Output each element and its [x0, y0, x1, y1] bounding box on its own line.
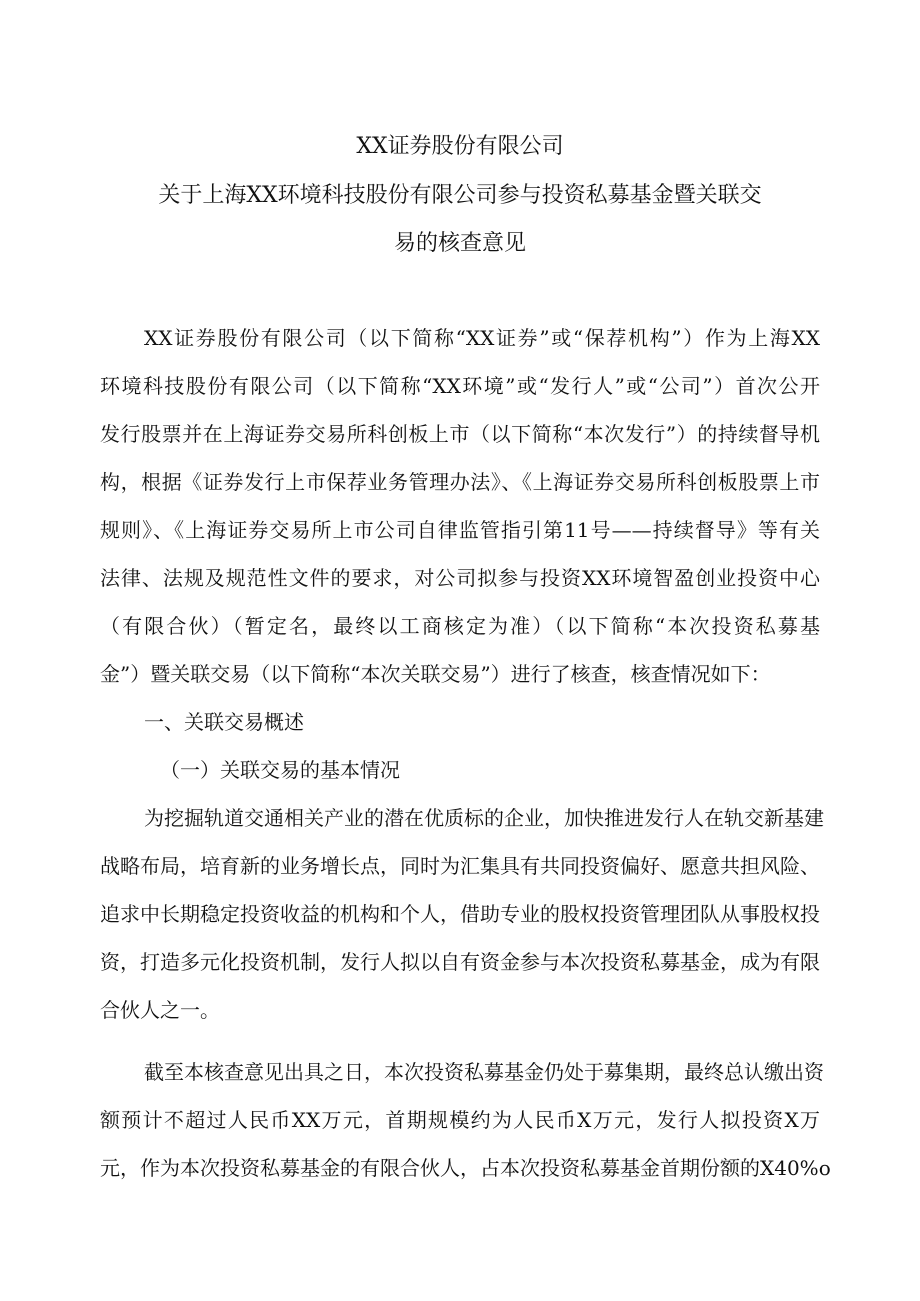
fund-size-paragraph [100, 1056, 831, 1200]
paragraph-line: XX证券股份有限公司（以下简称“XX证券”或“保荐机构”）作为上海XX [144, 326, 820, 350]
paragraph-line: 金”）暨关联交易（以下简称“本次关联交易”）进行了核查，核查情况如下： [100, 662, 771, 686]
paragraph-line: 法律、法规及规范性文件的要求，对公司拟参与投资XX环境智盈创业投资中心 [100, 566, 820, 590]
paragraph-line: 元，作为本次投资私募基金的有限合伙人，占本次投资私募基金首期份额的X40%o [100, 1156, 831, 1180]
paragraph-line: 发行股票并在上海证券交易所科创板上市（以下简称“本次发行”）的持续督导机 [100, 422, 820, 446]
paragraph-line: 追求中长期稳定投资收益的机构和个人，借助专业的股权投资管理团队从事股权投 [100, 902, 820, 926]
intro-paragraph [100, 322, 820, 706]
paragraph-line: 额预计不超过人民币XX万元，首期规模约为人民币X万元，发行人拟投资X万 [100, 1108, 820, 1132]
document-title-company: XX证券股份有限公司 [356, 134, 564, 159]
document-title-subject: 关于上海XX环境科技股份有限公司参与投资私募基金暨关联交 [158, 183, 762, 208]
paragraph-line: 战略布局，培育新的业务增长点，同时为汇集具有共同投资偏好、愿意共担风险、 [100, 854, 820, 878]
paragraph-line: （有限合伙）（暂定名，最终以工商核定为准）（以下简称“本次投资私募基 [100, 614, 820, 638]
background-paragraph [100, 802, 824, 1042]
paragraph-line: 规则》、《上海证券交易所上市公司自律监管指引第11号——持续督导》等有关 [100, 518, 820, 542]
section-heading: 一、关联交易概述 [144, 710, 304, 734]
paragraph-line: 截至本核查意见出具之日，本次投资私募基金仍处于募集期，最终总认缴出资 [144, 1060, 824, 1084]
subsection-heading: （一）关联交易的基本情况 [160, 758, 400, 782]
paragraph-line: 为挖掘轨道交通相关产业的潜在优质标的企业，加快推进发行人在轨交新基建 [144, 806, 824, 830]
paragraph-line: 环境科技股份有限公司（以下简称“XX环境”或“发行人”或“公司”）首次公开 [100, 374, 820, 398]
document-body [100, 322, 831, 1200]
document-title-subject-continued: 易的核查意见 [393, 231, 526, 256]
paragraph-line: 构，根据《证券发行上市保荐业务管理办法》、《上海证券交易所科创板股票上市 [100, 470, 820, 494]
paragraph-line: 资，打造多元化投资机制，发行人拟以自有资金参与本次投资私募基金，成为有限 [100, 950, 820, 974]
paragraph-line: 合伙人之一。 [100, 998, 220, 1022]
